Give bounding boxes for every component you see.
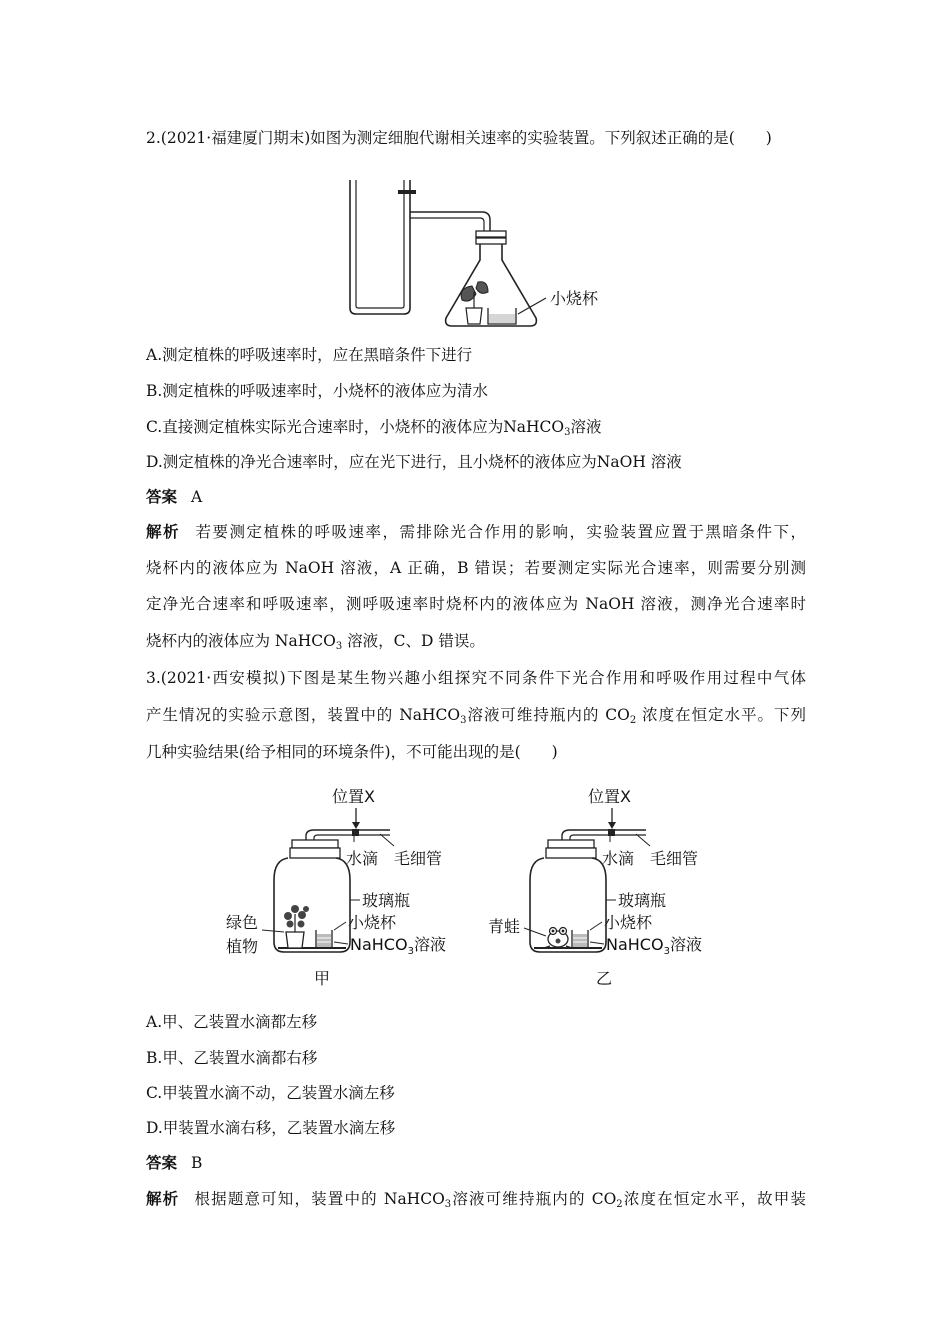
- q2-option-d: D.测定植株的净光合速率时，应在光下进行，且小烧杯的液体应为NaOH 溶液: [146, 453, 682, 471]
- green-plant-label-2: 植物: [226, 937, 259, 956]
- bottle-label: 玻璃瓶: [618, 891, 667, 910]
- q2-analysis-line-3: 定净光合速率和呼吸速率，测呼吸速率时烧杯内的液体应为 NaOH 溶液，测净光合速率时: [146, 595, 806, 613]
- small-beaker-label: 小烧杯: [550, 289, 599, 308]
- q2-option-b: B.测定植株的呼吸速率时，小烧杯的液体应为清水: [146, 382, 488, 400]
- q2-apparatus-figure: [340, 168, 640, 338]
- q2-option-c: C.直接测定植株实际光合速率时，小烧杯的液体应为NaHCO$_3$溶液: [146, 418, 602, 438]
- q2-analysis-line-1: 解析 若要测定植株的呼吸速率，需排除光合作用的影响，实验装置应置于黑暗条件下，: [146, 522, 806, 541]
- q2-option-a: A.测定植株的呼吸速率时，应在黑暗条件下进行: [146, 346, 473, 364]
- water-drop-label: 水滴: [602, 849, 635, 868]
- position-x-label: 位置X: [588, 787, 631, 806]
- q3-answer: 答案 B: [146, 1153, 203, 1172]
- q3-option-d: D.甲装置水滴右移，乙装置水滴左移: [146, 1119, 396, 1137]
- beaker-icon: [316, 930, 332, 948]
- beaker-label: 小烧杯: [348, 913, 397, 932]
- q2-analysis-line-2: 烧杯内的液体应为 NaOH 溶液，A 正确，B 错误；若要测定实际光合速率，则需要分别测: [146, 559, 806, 577]
- water-drop-label: 水滴: [346, 849, 379, 868]
- water-drop-mark: [608, 829, 615, 836]
- q3-stem-line-1: 3.(2021·西安模拟)下图是某生物兴趣小组探究不同条件下光合作用和呼吸作用过程中气体: [146, 669, 806, 687]
- q3-stem-line-2: 产生情况的实验示意图，装置中的 NaHCO$_3$溶液可维持瓶内的 $CO_2$ 浓度在恒定水平。下列: [146, 706, 806, 726]
- caption-jia: 甲: [314, 969, 331, 988]
- solution-label: NaHCO$_3$溶液: [606, 935, 702, 957]
- beaker-icon: [572, 930, 588, 948]
- green-plant-label-1: 绿色: [226, 913, 259, 932]
- plant-icon: [461, 282, 488, 324]
- green-plant-icon: [284, 905, 309, 948]
- q2-stem: 2.(2021·福建厦门期末)如图为测定细胞代谢相关速率的实验装置。下列叙述正确的是( ): [146, 129, 772, 147]
- solution-label: NaHCO$_3$溶液: [350, 935, 446, 957]
- capillary-label: 毛细管: [394, 849, 443, 868]
- q3-apparatus-yi: [484, 782, 744, 992]
- small-beaker-icon: [488, 308, 516, 324]
- frog-icon: [544, 928, 572, 949]
- q3-option-c: C.甲装置水滴不动，乙装置水滴左移: [146, 1084, 395, 1102]
- q2-analysis-line-4: 烧杯内的液体应为 NaHCO$_3$ 溶液，C、D 错误。: [146, 632, 485, 652]
- q3-option-b: B.甲、乙装置水滴都右移: [146, 1049, 318, 1067]
- caption-yi: 乙: [596, 969, 613, 988]
- beaker-label: 小烧杯: [604, 913, 653, 932]
- water-drop-mark: [352, 829, 359, 836]
- q3-stem-line-3: 几种实验结果(给予相同的环境条件)，不可能出现的是( ): [146, 743, 558, 761]
- q3-apparatus-jia: [222, 782, 482, 992]
- bottle-label: 玻璃瓶: [362, 891, 411, 910]
- q3-option-a: A.甲、乙装置水滴都左移: [146, 1013, 318, 1031]
- q2-answer: 答案 A: [146, 487, 203, 506]
- capillary-label: 毛细管: [650, 849, 699, 868]
- position-x-label: 位置X: [332, 787, 375, 806]
- frog-label: 青蛙: [488, 917, 521, 936]
- q3-analysis-line-1: 解析 根据题意可知，装置中的 NaHCO$_3$溶液可维持瓶内的 $CO_2$浓度在恒定水平，故甲装: [146, 1189, 806, 1210]
